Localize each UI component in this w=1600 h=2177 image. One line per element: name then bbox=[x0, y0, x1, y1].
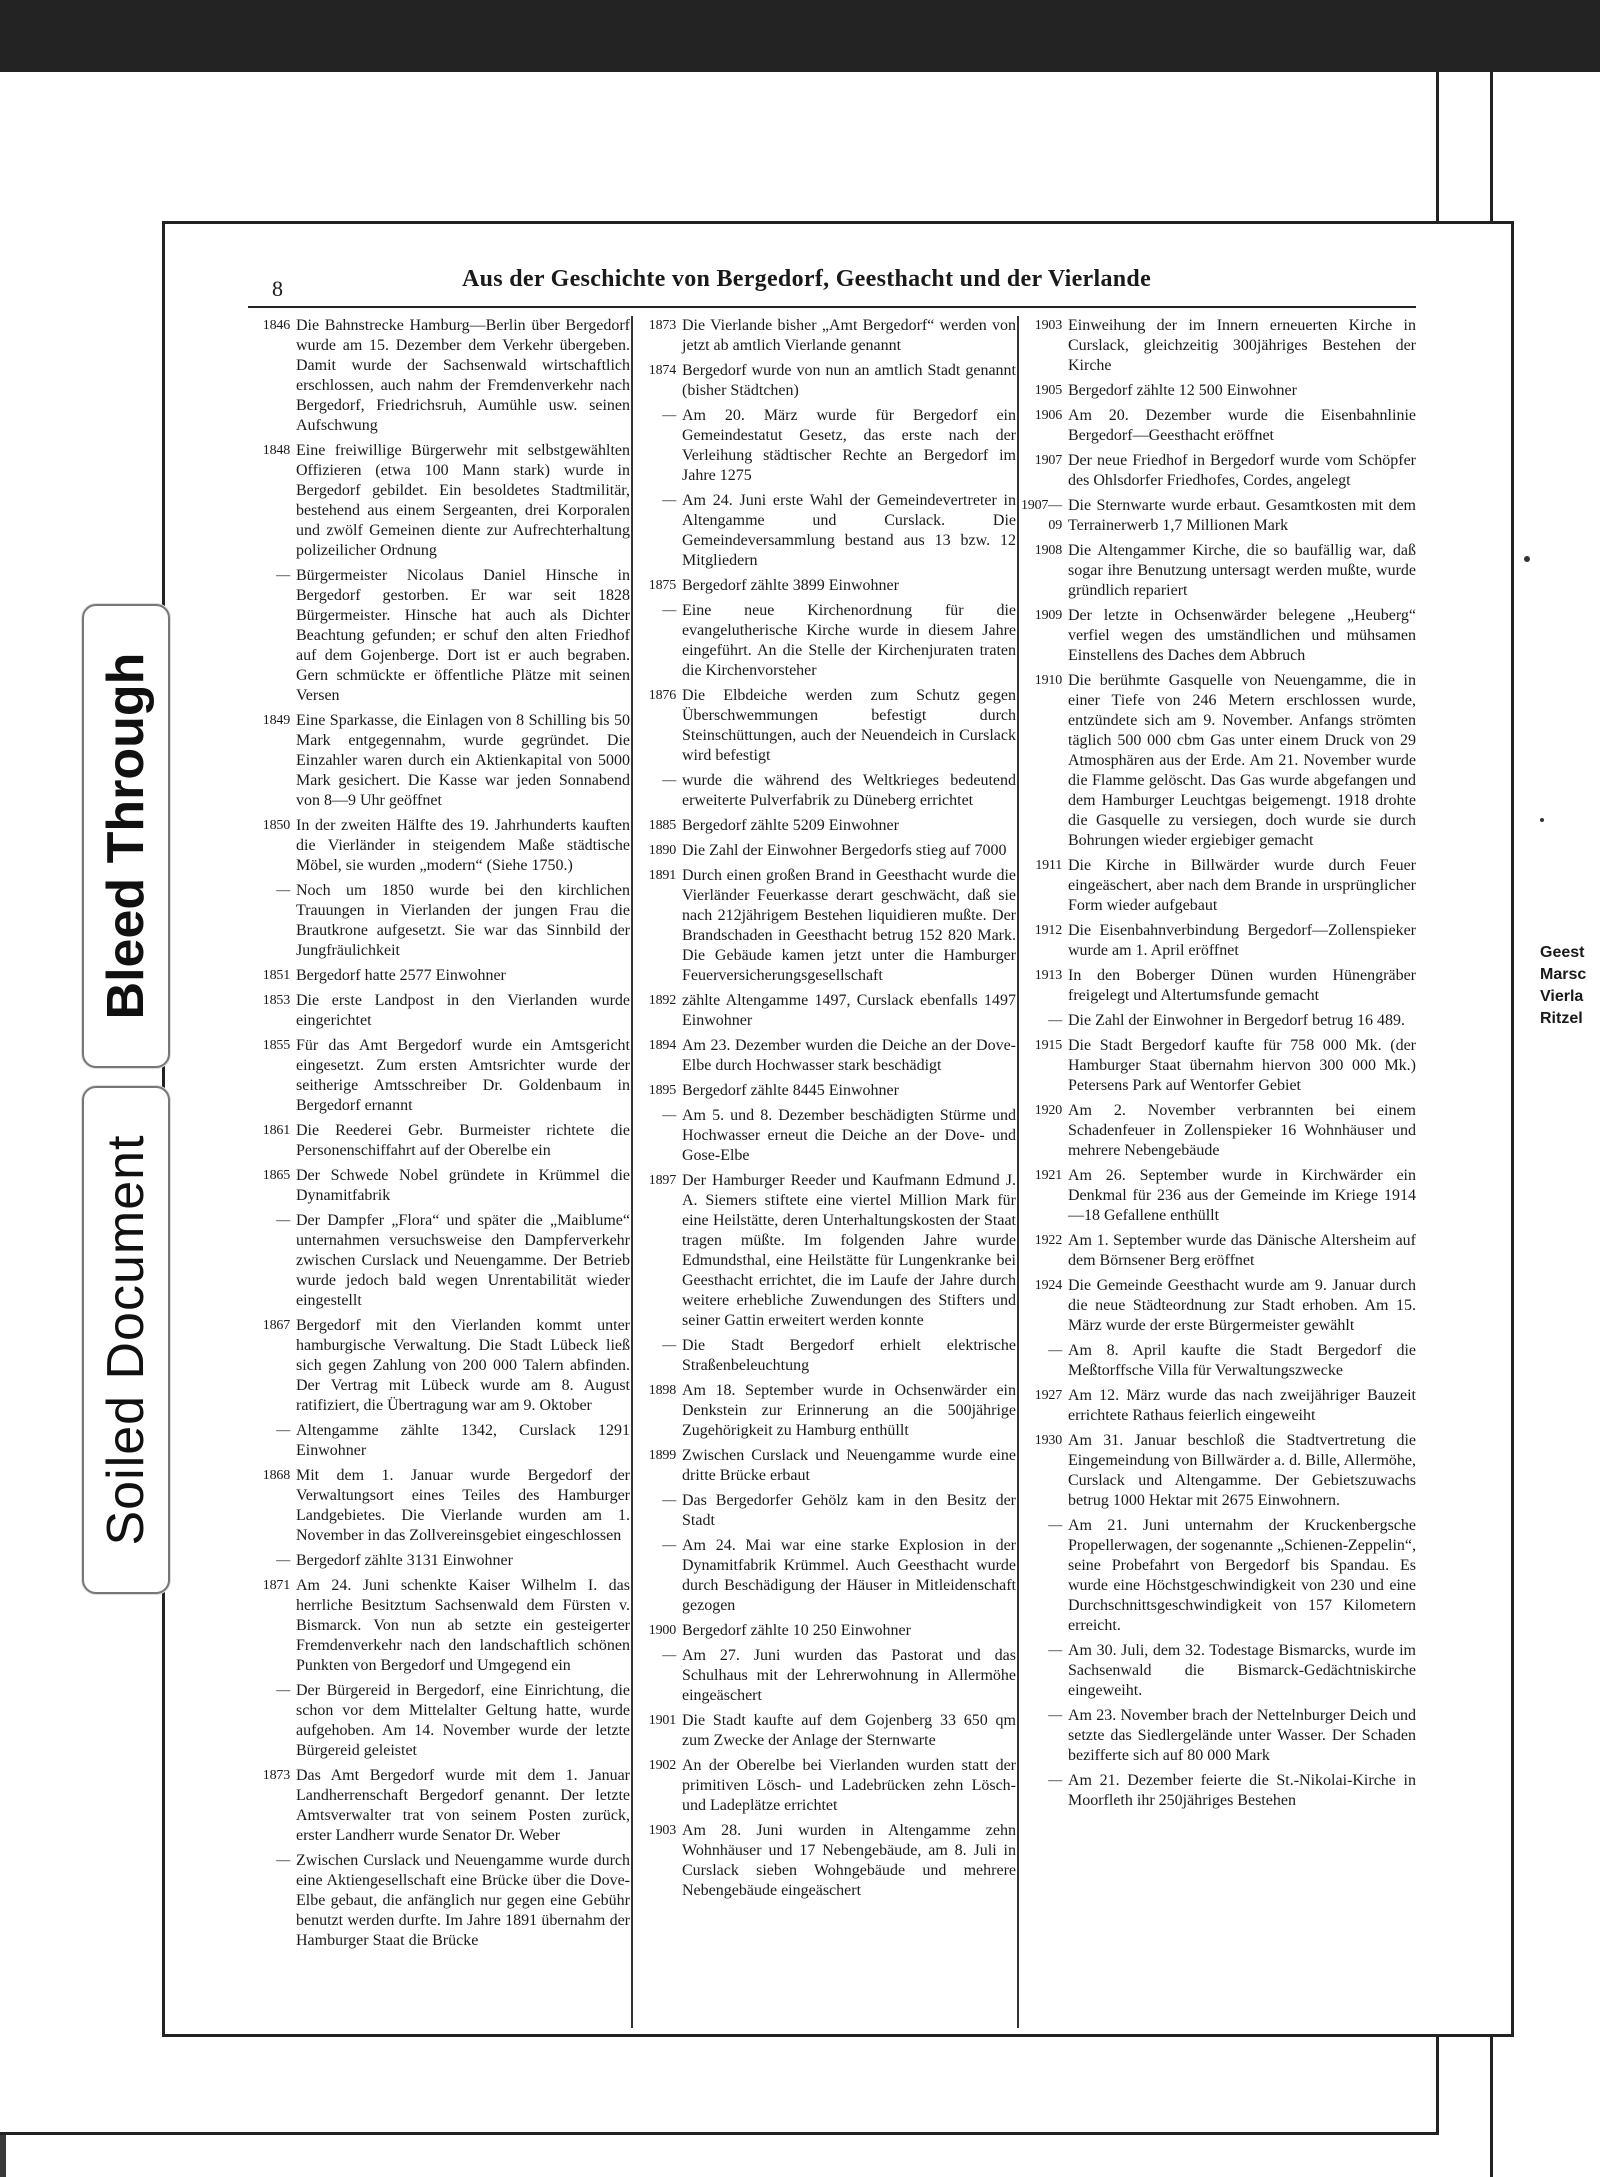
entry-text: Zwischen Curslack und Neuengamme wurde durch eine Aktiengesellschaft eine Brücke über die Dove-Elbe gebaut, die anfänglich nur gegen eine Gebühr benutzt werden durfte. Im Jahre 1891 übernahm der Hamburger Staat die Brücke bbox=[296, 1852, 630, 1949]
entry-year: — bbox=[276, 1853, 290, 1868]
entry-year: 1848 bbox=[262, 443, 290, 458]
entry-year: 1921 bbox=[1034, 1168, 1062, 1183]
entry-year: 1871 bbox=[262, 1578, 290, 1593]
entry-text: Bergedorf zählte 10 250 Einwohner bbox=[682, 1622, 911, 1639]
entry-year: 1850 bbox=[262, 818, 290, 833]
entry-text: Am 20. Dezember wurde die Eisenbahnlinie Bergedorf—Geesthacht eröffnet bbox=[1068, 407, 1416, 444]
entry-text: Am 31. Januar beschloß die Stadtvertretung die Eingemeindung von Billwärder a. d. Bille, Allermöhe, Curslack und Altengamme. Der Gebietszuwachs betrug 1000 Hektar mit 2675 Einwohnern. bbox=[1068, 1432, 1416, 1509]
entry-year: 1885 bbox=[648, 818, 676, 833]
entry-text: Eine neue Kirchenordnung für die evangelutherische Kirche wurde in diesem Jahre eingeführt. An die Stelle der Kirchenjuraten traten die Kirchenvorsteher bbox=[682, 602, 1016, 679]
adjacent-page-word: Vierla bbox=[1540, 988, 1584, 1005]
chronicle-entry bbox=[1020, 1771, 1416, 1811]
entry-year: — bbox=[1048, 1013, 1062, 1028]
chronicle-entry bbox=[1020, 1166, 1416, 1226]
entry-text: Der Dampfer „Flora“ und später die „Maiblume“ unternahmen versuchsweise den Dampferverkehr zwischen Curslack und Neuengamme. Der Betrieb wurde jedoch bald wegen Unrentabilität wieder eingestellt bbox=[296, 1212, 630, 1309]
chronicle-entry bbox=[634, 576, 1016, 596]
entry-text: Durch einen großen Brand in Geesthacht wurde die Vierländer Feuerkasse derart geschwächt, daß sie nach 212jährigem Bestehen liquidieren mußte. Der Brandschaden in Geesthacht betrug 152 820 Mark. Die Gebäude kamen jetzt unter die Hamburger Feuerversicherungsgesellschaft bbox=[682, 867, 1016, 984]
chronicle-entry bbox=[248, 881, 630, 961]
chronicle-entry bbox=[1020, 966, 1416, 1006]
entry-year: — bbox=[276, 1683, 290, 1698]
bleed-through-label: Bleed Through bbox=[97, 652, 155, 1020]
entry-text: zählte Altengamme 1497, Curslack ebenfalls 1497 Einwohner bbox=[682, 992, 1016, 1029]
entry-year: 1903 bbox=[648, 1823, 676, 1838]
entry-year: 1873 bbox=[648, 318, 676, 333]
entry-year: — bbox=[1048, 1643, 1062, 1658]
entry-text: Am 30. Juli, dem 32. Todestage Bismarcks, wurde im Sachsenwald die Bismarck-Gedächtniskirche eingeweiht. bbox=[1068, 1642, 1416, 1699]
chronicle-entry bbox=[634, 1446, 1016, 1486]
chronicle-entry bbox=[634, 841, 1016, 861]
entry-text: Bergedorf mit den Vierlanden kommt unter hamburgische Verwaltung. Die Stadt Lübeck ließ sich gegen Zahlung von 200 000 Talern abfinden. Der Vertrag mit Lübeck wurde am 8. August ratifiziert, die Übertragung war am 9. Oktober bbox=[296, 1317, 630, 1414]
entry-year: 1912 bbox=[1034, 923, 1062, 938]
chronicle-entry bbox=[1020, 856, 1416, 916]
entry-text: Am 18. September wurde in Ochsenwärder ein Denkstein zur Erinnerung an die 500jährige Zugehörigkeit zu Hamburg enthüllt bbox=[682, 1382, 1016, 1439]
chronicle-entry bbox=[634, 1536, 1016, 1616]
entry-year: 1910 bbox=[1034, 673, 1062, 688]
entry-text: Bergedorf zählte 8445 Einwohner bbox=[682, 1082, 899, 1099]
chronicle-entry bbox=[634, 601, 1016, 681]
entry-text: Am 24. Juni schenkte Kaiser Wilhelm I. das herrliche Besitztum Sachsenwald dem Fürsten v. Bismarck. Von nun ab setzte ein gesteigerter Fremdenverkehr nach den landschaftlich schönen Punkten von Bergedorf und Umgegend ein bbox=[296, 1577, 630, 1674]
bleed-through-stamp bbox=[82, 604, 170, 1068]
chronicle-entry bbox=[634, 1621, 1016, 1641]
entry-text: Das Amt Bergedorf wurde mit dem 1. Januar Landherrenschaft Bergedorf genannt. Der letzte Amtsverwalter trat von seinem Posten zurück, erster Landherr wurde Senator Dr. Weber bbox=[296, 1767, 630, 1844]
entry-year: — bbox=[276, 883, 290, 898]
entry-year: 1875 bbox=[648, 578, 676, 593]
entry-text: Die Vierlande bisher „Amt Bergedorf“ werden von jetzt ab amtlich Vierlande genannt bbox=[682, 317, 1016, 354]
chronicle-entry bbox=[248, 1421, 630, 1461]
entry-year: 1867 bbox=[262, 1318, 290, 1333]
chronicle-entry bbox=[634, 1381, 1016, 1441]
entry-year: 1851 bbox=[262, 968, 290, 983]
chronicle-entry bbox=[1020, 381, 1416, 401]
entry-year: — bbox=[276, 1553, 290, 1568]
chronicle-entry bbox=[634, 1106, 1016, 1166]
entry-text: Bergedorf wurde von nun an amtlich Stadt genannt (bisher Städtchen) bbox=[682, 362, 1016, 399]
entry-text: Die Eisenbahnverbindung Bergedorf—Zollenspieker wurde am 1. April eröffnet bbox=[1068, 922, 1416, 959]
chronicle-entry bbox=[248, 1681, 630, 1761]
entry-year: 1911 bbox=[1035, 858, 1062, 873]
chronicle-entry bbox=[1020, 1341, 1416, 1381]
chronicle-entry bbox=[634, 816, 1016, 836]
chronicle-entry bbox=[1020, 1386, 1416, 1426]
entry-text: Die Sternwarte wurde erbaut. Gesamtkosten mit dem Terrainerwerb 1,7 Millionen Mark bbox=[1068, 497, 1416, 534]
entry-year: 1855 bbox=[262, 1038, 290, 1053]
chronicle-entry bbox=[1020, 406, 1416, 446]
entry-year: 1915 bbox=[1034, 1038, 1062, 1053]
entry-year: 1891 bbox=[648, 868, 676, 883]
chronicle-entry bbox=[634, 686, 1016, 766]
entry-text: Bergedorf zählte 3899 Einwohner bbox=[682, 577, 899, 594]
chronicle-entry bbox=[248, 1766, 630, 1846]
chronicle-entry bbox=[248, 1211, 630, 1311]
chronicle-entry bbox=[248, 991, 630, 1031]
entry-year: 1930 bbox=[1034, 1433, 1062, 1448]
chronicle-entry bbox=[248, 566, 630, 706]
entry-year: — bbox=[662, 493, 676, 508]
entry-text: Bergedorf hatte 2577 Einwohner bbox=[296, 967, 506, 984]
entry-year: — bbox=[662, 1538, 676, 1553]
chronicle-entry bbox=[634, 1711, 1016, 1751]
entry-text: Am 12. März wurde das nach zweijähriger Bauzeit errichtete Rathaus feierlich eingeweiht bbox=[1068, 1387, 1416, 1424]
chronicle-entry bbox=[1020, 541, 1416, 601]
entry-year: 1898 bbox=[648, 1383, 676, 1398]
chronicle-entry bbox=[634, 1646, 1016, 1706]
page-number: 8 bbox=[272, 276, 283, 301]
entry-text: Die Stadt Bergedorf kaufte für 758 000 Mk. (der Hamburger Staat übernahm hiervon 300 000 Mk.) Petersens Park auf Wentorfer Gebiet bbox=[1068, 1037, 1416, 1094]
chronicle-entry bbox=[634, 1756, 1016, 1816]
chronicle-entry bbox=[634, 1491, 1016, 1531]
chronicle-entry bbox=[248, 711, 630, 811]
entry-year: — bbox=[662, 1648, 676, 1663]
page-title: Aus der Geschichte von Bergedorf, Geesthacht und der Vierlande bbox=[462, 266, 1152, 292]
entry-text: Der letzte in Ochsenwärder belegene „Heuberg“ verfiel wegen des umständlichen und mühsamen Einstellens des Daches dem Abbruch bbox=[1068, 607, 1416, 664]
entry-year: 1920 bbox=[1034, 1103, 1062, 1118]
entry-year: 1865 bbox=[262, 1168, 290, 1183]
chronicle-entry bbox=[1020, 671, 1416, 851]
chronicle-entry bbox=[634, 491, 1016, 571]
entry-text: Am 5. und 8. Dezember beschädigten Stürme und Hochwasser erneut die Deiche an der Dove- und Gose-Elbe bbox=[682, 1107, 1016, 1164]
entry-text: Die Zahl der Einwohner in Bergedorf betrug 16 489. bbox=[1068, 1012, 1405, 1029]
entry-text: Eine freiwillige Bürgerwehr mit selbstgewählten Offizieren (etwa 100 Mann stark) wurde in Bergedorf gebildet. Ein besoldetes Stadtmilitär, bestehend aus einem Sergeanten, drei Korporalen und zwölf Gemeinen diente zur Aufrechterhaltung polizeilicher Ordnung bbox=[296, 442, 630, 559]
entry-year: 1900 bbox=[648, 1623, 676, 1638]
chronicle-entry bbox=[248, 816, 630, 876]
chronicle-entry bbox=[248, 1851, 630, 1951]
chronicle-entry bbox=[1020, 1101, 1416, 1161]
column-1 bbox=[248, 316, 630, 2028]
entry-year: — bbox=[1048, 1343, 1062, 1358]
adjacent-page-word: Geest bbox=[1540, 944, 1585, 961]
chronicle-entry bbox=[634, 406, 1016, 486]
entry-year: 1909 bbox=[1034, 608, 1062, 623]
entry-year: 1890 bbox=[648, 843, 676, 858]
entry-text: Bergedorf zählte 12 500 Einwohner bbox=[1068, 382, 1297, 399]
entry-text: Bergedorf zählte 5209 Einwohner bbox=[682, 817, 899, 834]
entry-year: 1876 bbox=[648, 688, 676, 703]
entry-year: — bbox=[1048, 1773, 1062, 1788]
entry-text: Bergedorf zählte 3131 Einwohner bbox=[296, 1552, 513, 1569]
adjacent-page-word: Marsc bbox=[1540, 966, 1587, 983]
chronicle-entry bbox=[1020, 1231, 1416, 1271]
chronicle-entry bbox=[634, 1036, 1016, 1076]
entry-text: Noch um 1850 wurde bei den kirchlichen Trauungen in Vierlanden der jungen Frau die Brautkrone aufgesetzt. Sie war das Sinnbild der Jungfräulichkeit bbox=[296, 882, 630, 959]
chronicle-entry bbox=[1020, 451, 1416, 491]
entry-year: 1846 bbox=[262, 318, 290, 333]
entry-year: 1895 bbox=[648, 1083, 676, 1098]
entry-text: Der neue Friedhof in Bergedorf wurde vom Schöpfer des Ohlsdorfer Friedhofes, Cordes, angelegt bbox=[1068, 452, 1416, 489]
entry-text: Mit dem 1. Januar wurde Bergedorf der Verwaltungsort eines Teiles des Hamburger Landgebietes. Die Vierlande wurden am 1. November in das Zollvereinsgebiet eingeschlossen bbox=[296, 1467, 630, 1544]
entry-text: Die berühmte Gasquelle von Neuengamme, die in einer Tiefe von 246 Metern erschlossen wurde, entzündete sich am 9. November. Anfangs strömten täglich 500 000 cbm Gas unter einem Druck von 29 Atmosphären aus der Erde. Am 21. November wurde die Flamme gelöscht. Das Gas wurde abgefangen und dem Hamburger Leuchtgas beigemengt. 1918 drohte die Gasquelle zu versiegen, doch wurde sie durch Bohrungen wieder ergiebiger gemacht bbox=[1068, 672, 1416, 849]
entry-year: 1868 bbox=[262, 1468, 290, 1483]
entry-text: Am 26. September wurde in Kirchwärder ein Denkmal für 236 aus der Gemeinde im Kriege 1914—18 Gefallene enthüllt bbox=[1068, 1167, 1416, 1224]
entry-text: Die Elbdeiche werden zum Schutz gegen Überschwemmungen befestigt durch Steinschüttungen, auch der Neuendeich in Curslack wird befestigt bbox=[682, 687, 1016, 764]
scan-top-border bbox=[0, 0, 1600, 72]
speck bbox=[1524, 556, 1530, 562]
adjacent-page-fragment bbox=[1540, 942, 1600, 1030]
entry-text: Am 21. Dezember feierte die St.-Nikolai-Kirche in Moorfleth ihr 250jähriges Bestehen bbox=[1068, 1772, 1416, 1809]
chronicle-entry bbox=[634, 361, 1016, 401]
speck bbox=[1540, 818, 1544, 822]
entry-text: In der zweiten Hälfte des 19. Jahrhunderts kauften die Vierländer in steigendem Maße städtische Möbel, sie wurden „modern“ (Siehe 1750.) bbox=[296, 817, 630, 874]
chronicle-entry bbox=[248, 441, 630, 561]
soiled-document-stamp bbox=[82, 1086, 170, 1594]
entry-text: Für das Amt Bergedorf wurde ein Amtsgericht eingesetzt. Zum ersten Amtsrichter wurde der seitherige Amtsschreiber Dr. Goldenbaum in Bergedorf ernannt bbox=[296, 1037, 630, 1114]
entry-year: — bbox=[662, 1108, 676, 1123]
chronicle-entry bbox=[634, 866, 1016, 986]
entry-text: Eine Sparkasse, die Einlagen von 8 Schilling bis 50 Mark entgegennahm, wurde gegründet. Die Einzahler waren durch ein Aktienkapital von 5000 Mark gesichert. Die Kasse war jeden Sonnabend von 8—9 Uhr geöffnet bbox=[296, 712, 630, 809]
chronicle-entry bbox=[1020, 1276, 1416, 1336]
header-rule bbox=[248, 306, 1416, 308]
chronicle-entry bbox=[1020, 496, 1416, 536]
chronicle-entry bbox=[248, 1166, 630, 1206]
entry-year: — bbox=[276, 1213, 290, 1228]
entry-text: Am 23. Dezember wurden die Deiche an der Dove-Elbe durch Hochwasser stark beschädigt bbox=[682, 1037, 1016, 1074]
chronicle-entry bbox=[634, 771, 1016, 811]
chronicle-entry bbox=[1020, 1036, 1416, 1096]
entry-text: Die Bahnstrecke Hamburg—Berlin über Bergedorf wurde am 15. Dezember dem Verkehr übergeben. Damit wurde der Sachsenwald wirtschaftlich erschlossen, auch nahm der Fremdenverkehr nach Bergedorf, Friedrichsruh, Aumühle usw. seinen Aufschwung bbox=[296, 317, 630, 434]
entry-text: Die Gemeinde Geesthacht wurde am 9. Januar durch die neue Städteordnung zur Stadt erhoben. Am 15. März wurde der erste Bürgermeister gewählt bbox=[1068, 1277, 1416, 1334]
entry-year: 1907—09 bbox=[1020, 498, 1062, 533]
entry-year: 1899 bbox=[648, 1448, 676, 1463]
column-divider bbox=[1017, 316, 1019, 2028]
entry-year: 1897 bbox=[648, 1173, 676, 1188]
entry-text: Am 20. März wurde für Bergedorf ein Gemeindestatut Gesetz, das erste nach der Verleihung städtischer Rechte an Bergedorf im Jahre 1275 bbox=[682, 407, 1016, 484]
column-3 bbox=[1020, 316, 1416, 2028]
entry-text: Am 27. Juni wurden das Pastorat und das Schulhaus mit der Lehrerwohnung in Allermöhe eingeäschert bbox=[682, 1647, 1016, 1704]
entry-year: 1913 bbox=[1034, 968, 1062, 983]
entry-text: Am 21. Juni unternahm der Kruckenbergsche Propellerwagen, der sogenannte „Schienen-Zeppelin“, seine Probefahrt von Bergedorf bis Spandau. Es wurde eine Höchstgeschwindigkeit von 230 und eine Durchschnittsgeschwindigkeit von 157 Kilometern erreicht. bbox=[1068, 1517, 1416, 1634]
soiled-document-label: Soiled Document bbox=[97, 1134, 155, 1546]
entry-text: Der Bürgereid in Bergedorf, eine Einrichtung, die schon vor dem Mittelalter Geltung hatte, wurde aufgehoben. Am 14. November wurde der letzte Bürgereid geleistet bbox=[296, 1682, 630, 1759]
entry-text: Das Bergedorfer Gehölz kam in den Besitz der Stadt bbox=[682, 1492, 1016, 1529]
chronicle-entry bbox=[248, 1121, 630, 1161]
column-divider bbox=[631, 316, 633, 2028]
chronicle-entry bbox=[248, 966, 630, 986]
entry-text: Altengamme zählte 1342, Curslack 1291 Einwohner bbox=[296, 1422, 630, 1459]
entry-year: 1894 bbox=[648, 1038, 676, 1053]
entry-year: 1905 bbox=[1034, 383, 1062, 398]
entry-year: 1849 bbox=[262, 713, 290, 728]
chronicle-entry bbox=[634, 1336, 1016, 1376]
entry-year: — bbox=[276, 1423, 290, 1438]
entry-text: Die Stadt kaufte auf dem Gojenberg 33 650 qm zum Zwecke der Anlage der Sternwarte bbox=[682, 1712, 1016, 1749]
chronicle-entry bbox=[248, 1576, 630, 1676]
entry-text: Der Schwede Nobel gründete in Krümmel die Dynamitfabrik bbox=[296, 1167, 630, 1204]
entry-year: 1874 bbox=[648, 363, 676, 378]
chronicle-entry bbox=[1020, 606, 1416, 666]
chronicle-entry bbox=[248, 316, 630, 436]
entry-text: wurde die während des Weltkrieges bedeutend erweiterte Pulverfabrik zu Düneberg errichtet bbox=[682, 772, 1016, 809]
chronicle-entry bbox=[1020, 1641, 1416, 1701]
chronicle-entry bbox=[634, 1821, 1016, 1901]
entry-year: — bbox=[276, 568, 290, 583]
chronicle-entry bbox=[634, 316, 1016, 356]
entry-text: Die erste Landpost in den Vierlanden wurde eingerichtet bbox=[296, 992, 630, 1029]
entry-year: 1853 bbox=[262, 993, 290, 1008]
entry-year: 1927 bbox=[1034, 1388, 1062, 1403]
chronicle-entry bbox=[634, 991, 1016, 1031]
entry-year: 1924 bbox=[1034, 1278, 1062, 1293]
chronicle-entry bbox=[1020, 316, 1416, 376]
entry-text: Die Altengammer Kirche, die so baufällig war, daß sogar ihre Benutzung untersagt werden mußte, wurde gründlich repariert bbox=[1068, 542, 1416, 599]
entry-year: 1922 bbox=[1034, 1233, 1062, 1248]
entry-year: — bbox=[662, 773, 676, 788]
entry-text: Die Zahl der Einwohner Bergedorfs stieg auf 7000 bbox=[682, 842, 1007, 859]
entry-year: 1903 bbox=[1034, 318, 1062, 333]
chronicle-entry bbox=[634, 1171, 1016, 1331]
entry-text: Am 28. Juni wurden in Altengamme zehn Wohnhäuser und 17 Nebengebäude, am 8. Juli in Curslack sieben Wohngebäude und mehrere Nebengebäude eingeäschert bbox=[682, 1822, 1016, 1899]
entry-year: 1873 bbox=[262, 1768, 290, 1783]
chronicle-entry bbox=[1020, 1011, 1416, 1031]
entry-text: Am 8. April kaufte die Stadt Bergedorf die Meßtorffsche Villa für Verwaltungszwecke bbox=[1068, 1342, 1416, 1379]
entry-year: 1908 bbox=[1034, 543, 1062, 558]
chronicle-entry bbox=[1020, 921, 1416, 961]
entry-year: — bbox=[1048, 1708, 1062, 1723]
entry-text: Die Reederei Gebr. Burmeister richtete die Personenschiffahrt auf der Oberelbe ein bbox=[296, 1122, 630, 1159]
entry-year: 1907 bbox=[1034, 453, 1062, 468]
entry-text: Am 23. November brach der Nettelnburger Deich und setzte das Siedlergelände unter Wasser. Der Schaden bezifferte sich auf 80 000 Mark bbox=[1068, 1707, 1416, 1764]
chronicle-entry bbox=[634, 1081, 1016, 1101]
entry-year: — bbox=[662, 408, 676, 423]
chronicle-entry bbox=[248, 1316, 630, 1416]
entry-text: Am 24. Juni erste Wahl der Gemeindevertreter in Altengamme und Curslack. Die Gemeindeversammlung bestand aus 13 bzw. 12 Mitgliedern bbox=[682, 492, 1016, 569]
chronicle-entry bbox=[1020, 1706, 1416, 1766]
chronicle-entry bbox=[248, 1466, 630, 1546]
column-2 bbox=[634, 316, 1016, 2028]
entry-year: — bbox=[1048, 1518, 1062, 1533]
entry-year: 1901 bbox=[648, 1713, 676, 1728]
entry-text: Die Stadt Bergedorf erhielt elektrische Straßenbeleuchtung bbox=[682, 1337, 1016, 1374]
entry-year: 1861 bbox=[262, 1123, 290, 1138]
entry-text: Am 2. November verbrannten bei einem Schadenfeuer in Zollenspieker 16 Wohnhäuser und mehrere Nebengebäude bbox=[1068, 1102, 1416, 1159]
entry-year: 1892 bbox=[648, 993, 676, 1008]
entry-text: Einweihung der im Innern erneuerten Kirche in Curslack, gleichzeitig 300jähriges Bestehen der Kirche bbox=[1068, 317, 1416, 374]
chronicle-entry bbox=[248, 1036, 630, 1116]
entry-text: Bürgermeister Nicolaus Daniel Hinsche in Bergedorf gestorben. Er war seit 1828 Bürgermeister. Hinsche hat auch als Dichter Beachtung gefunden; er schuf den alten Friedhof auf dem Gojenberge. Dort ist er auch begraben. Gern schmückte er öffentliche Plätze mit seinen Versen bbox=[296, 567, 630, 704]
entry-year: — bbox=[662, 1338, 676, 1353]
entry-text: In den Boberger Dünen wurden Hünengräber freigelegt und Altertumsfunde gemacht bbox=[1068, 967, 1416, 1004]
chronicle-entry bbox=[1020, 1516, 1416, 1636]
chronicle-entry bbox=[1020, 1431, 1416, 1511]
entry-text: Am 24. Mai war eine starke Explosion in der Dynamitfabrik Krümmel. Auch Geesthacht wurde durch Beschädigung der Häuser in Mitleidenschaft gezogen bbox=[682, 1537, 1016, 1614]
entry-year: 1902 bbox=[648, 1758, 676, 1773]
entry-text: Der Hamburger Reeder und Kaufmann Edmund J. A. Siemers stiftete eine viertel Million Mark für eine Heilstätte, deren Unterhaltungskosten der Staat tragen müßte. Im folgenden Jahre wurde Edmundsthal, eine Heilstätte für Lungenkranke bei Geesthacht errichtet, die im Laufe der Jahre durch weitere erhebliche Zuwendungen des Stifters und seiner Gattin erweitert werden konnte bbox=[682, 1172, 1016, 1329]
entry-text: Zwischen Curslack und Neuengamme wurde eine dritte Brücke erbaut bbox=[682, 1447, 1016, 1484]
entry-text: Am 1. September wurde das Dänische Altersheim auf dem Börnsener Berg eröffnet bbox=[1068, 1232, 1416, 1269]
entry-year: — bbox=[662, 603, 676, 618]
chronicle-entry bbox=[248, 1551, 630, 1571]
entry-year: — bbox=[662, 1493, 676, 1508]
entry-text: Die Kirche in Billwärder wurde durch Feuer eingeäschert, aber nach dem Brande in ursprünglicher Form wieder aufgebaut bbox=[1068, 857, 1416, 914]
entry-year: 1906 bbox=[1034, 408, 1062, 423]
adjacent-page-word: Ritzel bbox=[1540, 1010, 1583, 1027]
entry-text: An der Oberelbe bei Vierlanden wurden statt der primitiven Lösch- und Ladebrücken zehn Lösch- und Ladeplätze errichtet bbox=[682, 1757, 1016, 1814]
